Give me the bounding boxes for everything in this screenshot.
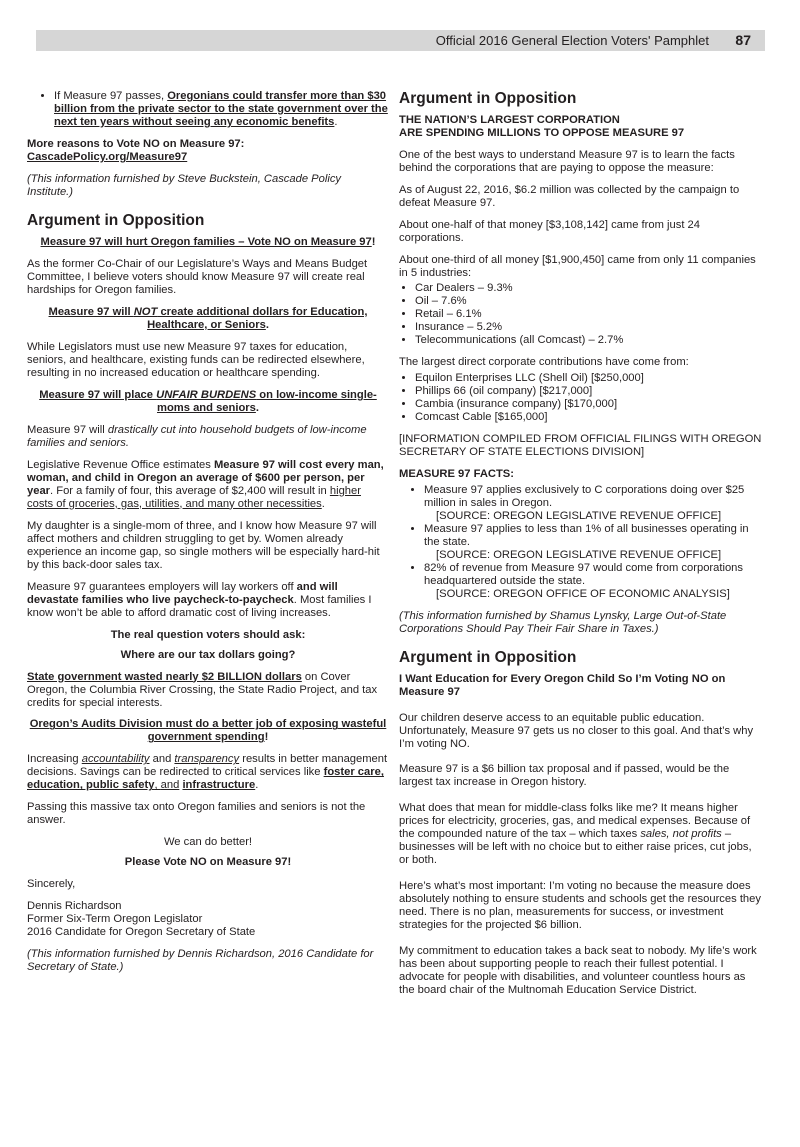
list-item: • Equilon Enterprises LLC (Shell Oil) [$250,000] [415,372,762,385]
facts-list [408,484,762,601]
paragraph-emphasis: Measure 97 will cost every man, woman, and child in Oregon an average of $600 per person, per year [27,458,384,497]
page-number: 87 [735,32,751,48]
subheading [27,236,389,249]
paragraph: The largest direct corporate contributions have come from: [399,355,689,368]
paragraph-text: results in better management decisions. Savings can be redirected to critical services like [27,753,388,779]
signature-title: Former Six-Term Oregon Legislator [27,913,203,926]
closing-line: Please Vote NO on Measure 97! [124,856,292,869]
subheading-text: THE NATION’S LARGEST CORPORATION [399,114,620,127]
paragraph-emphasis: foster care, education, public safety [27,766,384,792]
subheading-emphasis: UNFAIR BURDENS [156,388,257,401]
paragraph: My commitment to education takes a back seat to nobody. My life’s work has been about supporting people to reach their fullest potential. I advocate for people with disabilities, and volunteer countless hours as the board chair of the Multnomah Education Service District. [399,945,757,997]
question-line: The real question voters should ask: [110,628,306,641]
more-reasons-link[interactable]: CascadePolicy.org/Measure97 [27,150,188,163]
subheading-end: ! [264,731,269,744]
subheading-text: create additional dollars for Education, Healthcare, or Seniors [147,305,368,331]
subheading [27,306,389,332]
subheading-text: Measure 97 will [48,305,134,318]
fact-text: Measure 97 applies to less than 1% of all businesses operating in the state. [424,522,749,548]
paragraph-underline: higher costs of groceries, gas, utilities, and many other necessities [27,484,361,510]
paragraph-emphasis: transparency [174,753,240,766]
fact-source: [SOURCE: OREGON LEGISLATIVE REVENUE OFFICE] [436,509,722,522]
list-item: • Cambia (insurance company) [$170,000] [415,398,762,411]
subheading-text: Measure 97 will hurt Oregon families – Vote NO on Measure 97 [40,235,372,248]
subheading-end: . [265,318,269,331]
fact-source: [SOURCE: OREGON LEGISLATIVE REVENUE OFFICE] [436,548,722,561]
more-reasons-label: More reasons to Vote NO on Measure 97: [27,137,245,150]
subheading [399,114,762,140]
bullet-emphasis: Oregonians could transfer more than $30 billion from the private sector to the state government over the next ten years without seeing any economic benefits [54,90,388,128]
list-item: • Oil – 7.6% [415,295,762,308]
paragraph: About one-third of all money [$1,900,450] came from only 11 companies in 5 industries: [399,253,756,279]
paragraph-text: . [321,497,325,510]
right-column [399,90,762,1006]
furnished-by-note: (This information furnished by Steve Buckstein, Cascade Policy Institute.) [27,172,342,198]
paragraph-text: Measure 97 guarantees employers will lay workers off [27,580,297,593]
paragraph-text: . Most families I know won’t be able to afford dramatic cost of living increases. [27,593,372,619]
subheading-text: ARE SPENDING MILLIONS TO OPPOSE MEASURE 97 [399,127,685,140]
salutation: Sincerely, [27,878,76,891]
subheading-emphasis: NOT [133,305,158,318]
paragraph-text: on Cover Oregon, the Columbia River Crossing, the State Radio Project, and tax credits for special interests. [27,670,378,709]
paragraph-text: – businesses will be left with no choice but to either raise prices, cut jobs, or both. [399,828,752,867]
paragraph: Measure 97 is a $6 billion tax proposal and if passed, would be the largest tax increase in Oregon history. [399,763,730,789]
page-header [36,30,765,51]
list-item: • Phillips 66 (oil company) [$217,000] [415,385,762,398]
list-item [424,523,762,562]
subheading-text: on low-income single-moms and seniors [157,388,377,414]
paragraph-emphasis: State government wasted nearly $2 BILLION dollars [27,670,302,683]
paragraph: Our children deserve access to an equitable public education. Unfortunately, Measure 97 gets us no closer to this goal. And that’s why I’m voting NO. [399,711,754,750]
paragraph-text: Increasing [27,753,82,766]
paragraph-text: , [154,779,161,792]
paragraph: Passing this massive tax onto Oregon families and seniors is not the answer. [27,801,366,827]
signature-name: Dennis Richardson [27,900,122,913]
paragraph [399,802,762,867]
paragraph [27,459,389,511]
question-line: Where are our tax dollars going? [120,648,296,661]
argument-heading: Argument in Opposition [27,211,205,229]
paragraph-text: and [149,753,175,766]
paragraph-text: . For a family of four, this average of $2,400 will result in [50,484,330,497]
pamphlet-title: Official 2016 General Election Voters' Pamphlet [435,33,709,48]
list-item: • Telecommunications (all Comcast) – 2.7% [415,334,762,347]
list-item [54,90,389,129]
paragraph: As the former Co-Chair of our Legislature’s Ways and Means Budget Committee, I believe voters should know Measure 97 will create real hardships for Oregon families. [27,257,368,296]
industry-list [399,282,762,347]
fact-text: Measure 97 applies exclusively to C corporations doing over $25 million in sales in Oregon. [424,483,745,509]
signature-title: 2016 Candidate for Oregon Secretary of State [27,926,256,939]
furnished-by-note: (This information furnished by Dennis Richardson, 2016 Candidate for Secretary of State.) [27,948,374,974]
paragraph: One of the best ways to understand Measure 97 is to learn the facts behind the corporations that are paying to oppose the measure: [399,149,735,174]
closing-line: We can do better! [163,836,253,849]
paragraph [27,581,389,620]
argument-heading: Argument in Opposition [399,648,577,666]
paragraph [27,671,389,710]
paragraph: My daughter is a single-mom of three, and I know how Measure 97 will affect mothers and children struggling to get by. Women already experience an income gap, so single mothers will be especially hard-hit by this back-door sales tax. [27,519,380,571]
subheading [27,718,389,744]
fact-source: [SOURCE: OREGON OFFICE OF ECONOMIC ANALYSIS] [436,587,730,600]
subheading [27,389,389,415]
subheading-text: Oregon’s Audits Division must do a better job of exposing wasteful government spending [29,718,387,744]
measure-bullet-list [38,90,389,129]
left-column [27,90,389,983]
paragraph-emphasis: drastically cut into household budgets of low-income families and seniors. [27,423,367,449]
paragraph [27,424,389,450]
list-item: • Insurance – 5.2% [415,321,762,334]
bullet-end: . [334,115,338,128]
list-item: • Retail – 6.1% [415,308,762,321]
paragraph-emphasis: sales, not profits [640,828,722,841]
paragraph-text: Legislative Revenue Office estimates [27,458,214,471]
paragraph: While Legislators must use new Measure 97 taxes for education, seniors, and healthcare, existing funds can be redirected elsewhere, resulting in no increased education or healthcare spending. [27,340,365,379]
paragraph-text: . [255,779,259,792]
paragraph-emphasis: and will devastate families who live paycheck-to-paycheck [27,580,338,606]
paragraph-text: What does that mean for middle-class folks like me? It means higher prices for electricity, groceries, gas, and medical expenses. Because of the compounded nature of the tax – which taxes [399,802,751,841]
paragraph-text: and [160,779,180,792]
list-item [424,562,762,601]
paragraph [27,753,389,792]
paragraph-emphasis: accountability [81,753,150,766]
subheading-text: Measure 97 will place [39,388,157,401]
subheading-end: ! [371,235,376,248]
paragraph: As of August 22, 2016, $6.2 million was collected by the campaign to defeat Measure 97. [399,183,740,209]
subheading: I Want Education for Every Oregon Child So I’m Voting NO on Measure 97 [399,672,726,698]
paragraph: Here’s what’s most important: I’m voting no because the measure does absolutely nothing to ensure students and schools get the resources they need. There is no plan, measurements for success, or investment strategies for the projected $6 billion. [399,880,761,932]
info-note: [INFORMATION COMPILED FROM OFFICIAL FILINGS WITH OREGON SECRETARY OF STATE ELECTIONS DIVISION] [399,432,762,458]
subheading-end: . [255,401,259,414]
list-item: • Comcast Cable [$165,000] [415,411,762,424]
paragraph-emphasis: infrastructure [182,779,256,792]
bullet-text: If Measure 97 passes, [54,90,168,102]
furnished-by-note: (This information furnished by Shamus Lynsky, Large Out-of-State Corporations Should Pay Their Fair Share in Taxes.) [399,609,727,635]
fact-text: 82% of revenue from Measure 97 would come from corporations headquartered outside the state. [424,561,743,587]
argument-heading: Argument in Opposition [399,90,577,107]
contributor-list [399,372,762,424]
paragraph-text: Measure 97 will [27,423,108,436]
paragraph: About one-half of that money [$3,108,142] came from just 24 corporations. [399,218,701,244]
facts-label: MEASURE 97 FACTS: [399,467,514,480]
list-item [424,484,762,523]
list-item: • Car Dealers – 9.3% [415,282,762,295]
